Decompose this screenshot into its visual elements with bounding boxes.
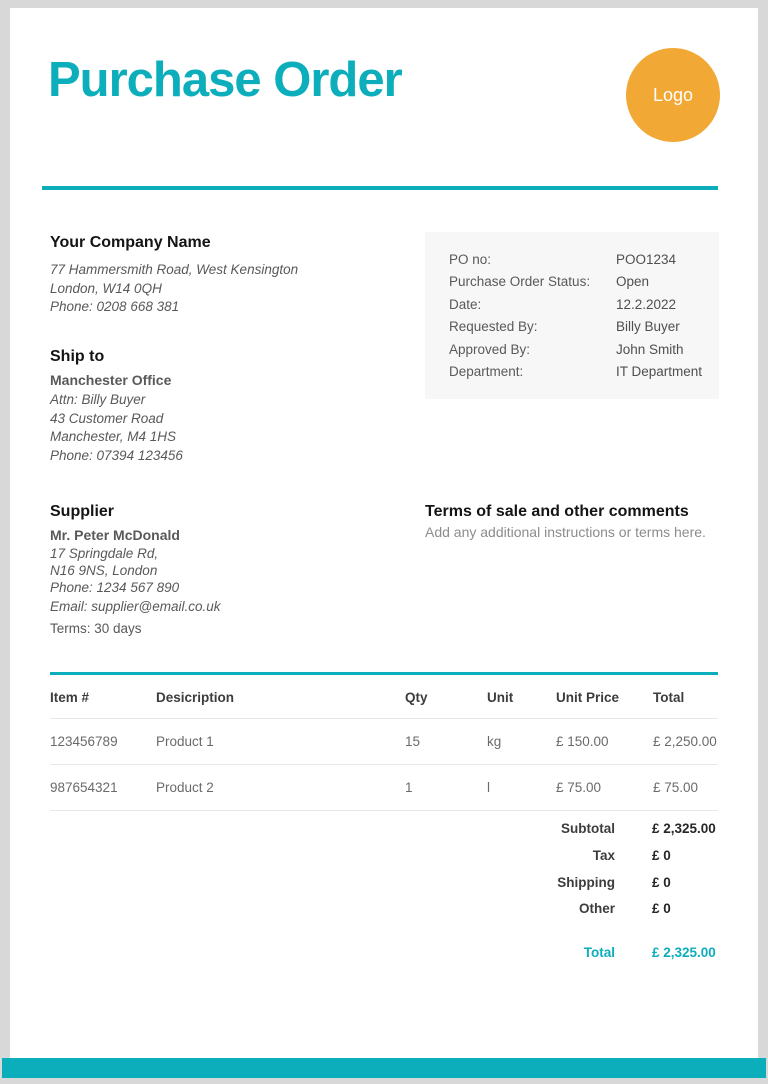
po-status-value: Open (616, 274, 650, 290)
shipping-value: £ 0 (652, 874, 671, 890)
po-approved-by-value: John Smith (616, 341, 684, 357)
unit-price-cell: £ 150.00 (556, 719, 653, 765)
item-number-cell: 987654321 (50, 765, 156, 811)
po-department-value: IT Department (616, 364, 703, 380)
table-row (50, 765, 718, 811)
ship-to-heading: Ship to (50, 348, 105, 365)
supplier-email: Email: supplier@email.co.uk (50, 598, 221, 614)
po-status-label: Purchase Order Status: (449, 274, 591, 290)
unit-cell: kg (487, 719, 556, 765)
column-header-item: Item # (50, 674, 156, 719)
description-cell: Product 2 (156, 765, 405, 811)
shipping-row (425, 875, 718, 902)
company-address-line1: 77 Hammersmith Road, West Kensington (50, 262, 299, 277)
po-detail-row (449, 339, 709, 361)
header-divider (42, 186, 718, 190)
subtotal-label: Subtotal (561, 821, 615, 836)
grand-total-value: £ 2,325.00 (652, 945, 716, 961)
shipping-label: Shipping (557, 874, 615, 890)
po-detail-row (449, 361, 709, 383)
po-detail-row (449, 271, 709, 293)
po-department-label: Department: (449, 364, 524, 380)
ship-to-attn: Attn: Billy Buyer (50, 392, 146, 407)
tax-row (425, 848, 718, 875)
subtotal-value: £ 2,325.00 (652, 821, 716, 836)
po-date-value: 12.2.2022 (616, 296, 677, 312)
item-number-cell: 123456789 (50, 719, 156, 765)
supplier-address-line1: 17 Springdale Rd, (50, 546, 159, 561)
items-table (50, 672, 718, 811)
company-phone: Phone: 0208 668 381 (50, 299, 180, 314)
other-row (425, 901, 718, 928)
po-detail-row (449, 249, 709, 271)
grand-total-label: Total (583, 945, 615, 961)
supplier-name: Mr. Peter McDonald (50, 527, 180, 543)
po-date-label: Date: (449, 296, 482, 312)
po-number-value: POO1234 (616, 252, 677, 267)
column-header-unit-price: Unit Price (556, 674, 653, 719)
company-name: Your Company Name (50, 234, 211, 251)
po-approved-by-label: Approved By: (449, 341, 531, 357)
total-cell: £ 2,250.00 (653, 719, 718, 765)
po-requested-by-value: Billy Buyer (616, 319, 680, 335)
qty-cell: 1 (405, 765, 487, 811)
ship-to-phone: Phone: 07394 123456 (50, 447, 183, 463)
supplier-block (50, 503, 410, 639)
total-cell: £ 75.00 (653, 765, 718, 811)
ship-to-block (50, 348, 410, 465)
column-header-qty: Qty (405, 674, 487, 719)
footer-accent-bar (2, 1058, 766, 1078)
qty-cell: 15 (405, 719, 487, 765)
company-logo-badge (626, 48, 720, 142)
ship-to-address-line2: Manchester, M4 1HS (50, 429, 177, 444)
subtotal-row (425, 821, 718, 848)
grand-total-row (425, 945, 718, 972)
ship-to-address-line1: 43 Customer Road (50, 410, 164, 426)
description-cell: Product 1 (156, 719, 405, 765)
supplier-address-line2: N16 9NS, London (50, 562, 158, 578)
po-details-box (425, 232, 719, 399)
po-detail-row (449, 294, 709, 316)
tax-label: Tax (592, 847, 615, 863)
column-header-description: Desicription (156, 674, 405, 719)
column-header-unit: Unit (487, 674, 556, 719)
logo-label: Logo (652, 84, 694, 105)
po-requested-by-label: Requested By: (449, 319, 538, 335)
other-label: Other (578, 901, 615, 917)
supplier-heading: Supplier (50, 503, 115, 520)
supplier-phone: Phone: 1234 567 890 (50, 580, 180, 595)
po-detail-row (449, 316, 709, 338)
page-title: Purchase Order (48, 53, 402, 107)
unit-price-cell: £ 75.00 (556, 765, 653, 811)
company-address-line2: London, W14 0QH (50, 280, 162, 296)
supplier-terms: Terms: 30 days (50, 621, 142, 636)
terms-of-sale-note: Add any additional instructions or terms here. (425, 524, 706, 540)
ship-to-name: Manchester Office (50, 372, 172, 388)
terms-of-sale-block (425, 503, 725, 540)
company-block (50, 234, 410, 317)
table-row (50, 719, 718, 765)
po-number-label: PO no: (449, 252, 492, 267)
table-header-row (50, 674, 718, 719)
column-header-total: Total (653, 674, 718, 719)
tax-value: £ 0 (652, 847, 671, 863)
other-value: £ 0 (652, 901, 671, 917)
items-table-container (50, 672, 718, 811)
terms-of-sale-heading: Terms of sale and other comments (425, 503, 689, 520)
totals-block (425, 821, 718, 972)
unit-cell: l (487, 765, 556, 811)
